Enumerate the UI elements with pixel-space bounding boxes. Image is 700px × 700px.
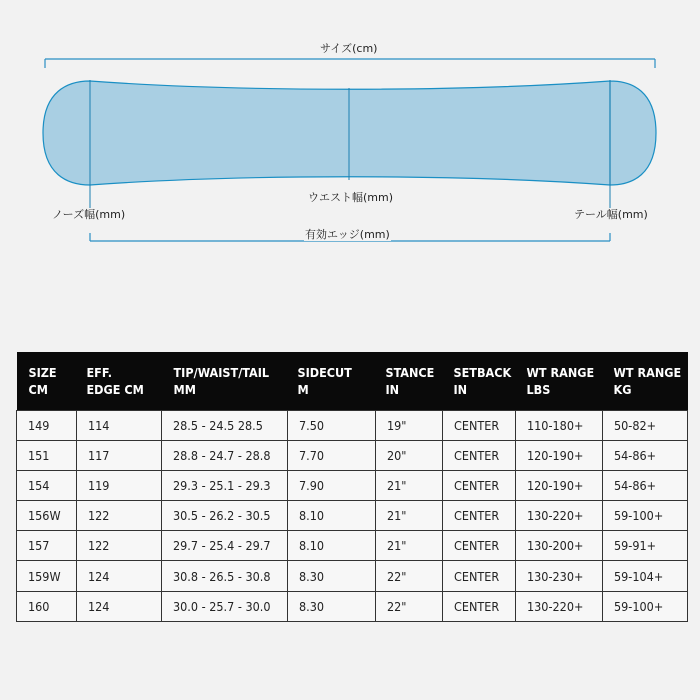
header-wt-range-kg: WT RANGE KG xyxy=(613,364,682,397)
spec-table xyxy=(16,352,688,622)
table-row xyxy=(17,410,688,440)
cell-eff-edge: 119 xyxy=(77,470,162,500)
cell-wt-range-kg: 59-100+ xyxy=(603,501,688,531)
cell-sidecut: 8.10 xyxy=(288,531,376,561)
cell-eff-edge: 114 xyxy=(77,410,162,440)
cell-stance: 19" xyxy=(376,410,443,440)
cell-sidecut: 8.30 xyxy=(288,591,376,621)
cell-tip-waist-tail: 28.5 - 24.5 28.5 xyxy=(162,410,288,440)
header-eff-edge: EFF. EDGE CM xyxy=(86,364,144,397)
cell-setback: CENTER xyxy=(443,561,516,591)
cell-sidecut: 7.70 xyxy=(288,440,376,470)
cell-tip-waist-tail: 29.7 - 25.4 - 29.7 xyxy=(162,531,288,561)
cell-wt-range-lbs: 130-200+ xyxy=(516,531,603,561)
cell-setback: CENTER xyxy=(443,591,516,621)
cell-stance: 21" xyxy=(376,501,443,531)
cell-stance: 22" xyxy=(376,561,443,591)
effective-edge-label: 有効エッジ(mm) xyxy=(305,228,390,241)
cell-size: 156W xyxy=(17,501,77,531)
table-row xyxy=(17,561,688,591)
size-label: サイズ(cm) xyxy=(320,42,378,55)
cell-size: 157 xyxy=(17,531,77,561)
cell-wt-range-lbs: 130-220+ xyxy=(516,501,603,531)
cell-sidecut: 7.50 xyxy=(288,410,376,440)
cell-wt-range-lbs: 120-190+ xyxy=(516,470,603,500)
tail-width-label: テール幅(mm) xyxy=(574,208,648,221)
nose-width-label: ノーズ幅(mm) xyxy=(52,208,126,221)
header-sidecut: SIDECUT M xyxy=(297,364,352,397)
cell-sidecut: 8.10 xyxy=(288,501,376,531)
cell-stance: 21" xyxy=(376,531,443,561)
table-row xyxy=(17,501,688,531)
header-tip-waist-tail: TIP/WAIST/TAIL MM xyxy=(173,364,270,397)
cell-wt-range-kg: 59-104+ xyxy=(603,561,688,591)
cell-sidecut: 8.30 xyxy=(288,561,376,591)
cell-size: 149 xyxy=(17,410,77,440)
cell-wt-range-kg: 50-82+ xyxy=(603,410,688,440)
waist-width-label: ウエスト幅(mm) xyxy=(308,191,394,204)
cell-wt-range-kg: 59-100+ xyxy=(603,591,688,621)
cell-wt-range-kg: 54-86+ xyxy=(603,440,688,470)
cell-setback: CENTER xyxy=(443,440,516,470)
cell-tip-waist-tail: 28.8 - 24.7 - 28.8 xyxy=(162,440,288,470)
cell-size: 160 xyxy=(17,591,77,621)
cell-wt-range-kg: 54-86+ xyxy=(603,470,688,500)
cell-tip-waist-tail: 30.5 - 26.2 - 30.5 xyxy=(162,501,288,531)
cell-size: 151 xyxy=(17,440,77,470)
header-setback: SETBACK IN xyxy=(453,364,512,397)
cell-setback: CENTER xyxy=(443,531,516,561)
cell-wt-range-kg: 59-91+ xyxy=(603,531,688,561)
cell-setback: CENTER xyxy=(443,410,516,440)
cell-tip-waist-tail: 30.8 - 26.5 - 30.8 xyxy=(162,561,288,591)
header-size: SIZE CM xyxy=(28,364,57,397)
snowboard-diagram xyxy=(0,0,700,260)
cell-stance: 20" xyxy=(376,440,443,470)
table-row xyxy=(17,470,688,500)
cell-eff-edge: 117 xyxy=(77,440,162,470)
cell-sidecut: 7.90 xyxy=(288,470,376,500)
cell-eff-edge: 122 xyxy=(77,501,162,531)
cell-size: 159W xyxy=(17,561,77,591)
cell-eff-edge: 124 xyxy=(77,591,162,621)
cell-setback: CENTER xyxy=(443,501,516,531)
cell-eff-edge: 122 xyxy=(77,531,162,561)
cell-setback: CENTER xyxy=(443,470,516,500)
cell-wt-range-lbs: 130-230+ xyxy=(516,561,603,591)
cell-size: 154 xyxy=(17,470,77,500)
table-row xyxy=(17,591,688,621)
cell-tip-waist-tail: 30.0 - 25.7 - 30.0 xyxy=(162,591,288,621)
cell-wt-range-lbs: 130-220+ xyxy=(516,591,603,621)
cell-eff-edge: 124 xyxy=(77,561,162,591)
size-dimension-line xyxy=(45,59,655,68)
cell-wt-range-lbs: 120-190+ xyxy=(516,440,603,470)
spec-table-body xyxy=(17,410,688,621)
cell-stance: 22" xyxy=(376,591,443,621)
cell-stance: 21" xyxy=(376,470,443,500)
spec-table-header xyxy=(17,352,688,410)
table-row xyxy=(17,440,688,470)
table-row xyxy=(17,531,688,561)
cell-wt-range-lbs: 110-180+ xyxy=(516,410,603,440)
cell-tip-waist-tail: 29.3 - 25.1 - 29.3 xyxy=(162,470,288,500)
header-wt-range-lbs: WT RANGE LBS xyxy=(526,364,595,397)
header-stance: STANCE IN xyxy=(385,364,435,397)
